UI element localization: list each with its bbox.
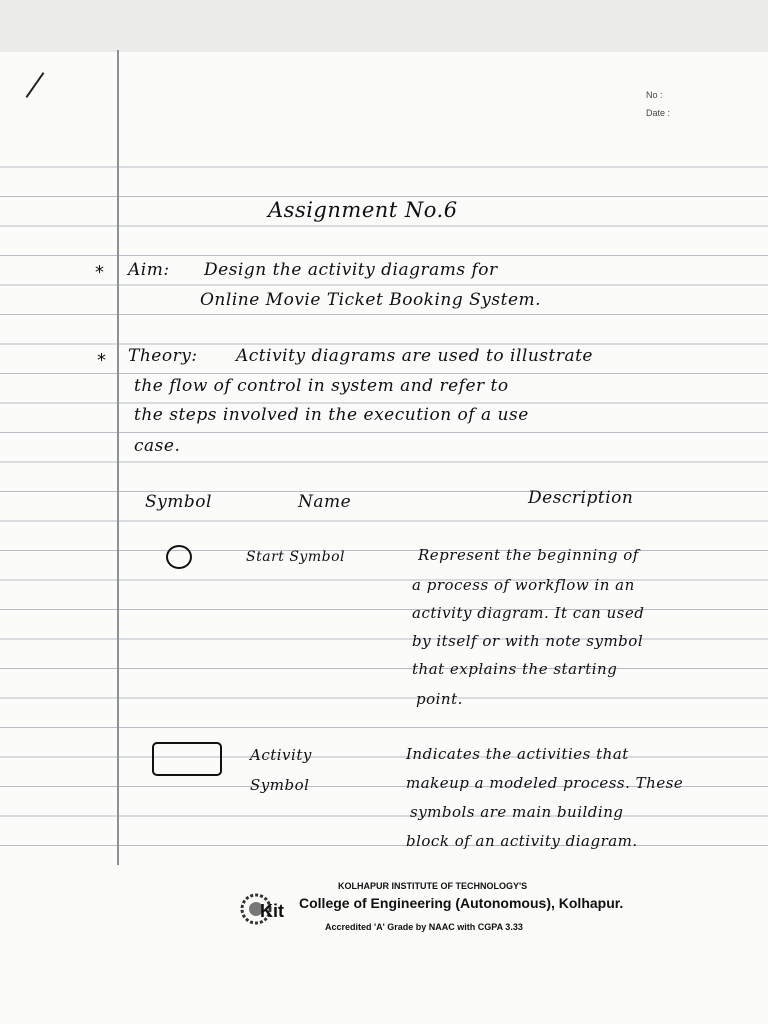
header-symbol: Symbol xyxy=(145,492,212,512)
svg-text:Kit: Kit xyxy=(260,901,284,921)
aim-bullet: * xyxy=(95,262,104,283)
aim-text-line-2: Online Movie Ticket Booking System. xyxy=(200,290,542,310)
institute-logo-icon xyxy=(238,886,294,932)
theory-text-line-3: the steps involved in the execution of a use xyxy=(134,405,529,425)
footer-accreditation: Accredited 'A' Grade by NAAC with CGPA 3.33 xyxy=(325,922,523,932)
activity-desc-line-2: makeup a modeled process. These xyxy=(406,774,684,792)
assignment-title: Assignment No.6 xyxy=(268,198,458,222)
theory-text-line-4: case. xyxy=(134,436,181,456)
aim-text-line-1: Design the activity diagrams for xyxy=(204,260,498,280)
activity-desc-line-4: block of an activity diagram. xyxy=(406,832,638,850)
footer-college-name: College of Engineering (Autonomous), Kolhapur. xyxy=(299,895,624,911)
header-description: Description xyxy=(528,488,634,508)
institution-footer xyxy=(0,868,768,1024)
header-name: Name xyxy=(298,492,352,512)
activity-symbol-name-line-1: Activity xyxy=(250,746,312,764)
activity-symbol-rectangle-icon xyxy=(152,742,222,776)
start-desc-line-2: a process of workflow in an xyxy=(412,576,635,594)
start-desc-line-1: Represent the beginning of xyxy=(418,546,639,564)
theory-text-line-2: the flow of control in system and refer to xyxy=(134,376,509,396)
start-desc-line-5: that explains the starting xyxy=(412,660,618,678)
theory-bullet: * xyxy=(97,350,106,371)
margin-line xyxy=(117,50,119,865)
pen-stroke-mark xyxy=(26,72,45,98)
theory-label: Theory: xyxy=(128,346,198,366)
page-top-band xyxy=(0,0,768,52)
theory-text-line-1: Activity diagrams are used to illustrate xyxy=(236,346,593,366)
date-label: Date : xyxy=(646,108,671,118)
activity-desc-line-3: symbols are main building xyxy=(410,803,624,821)
start-symbol-circle-icon xyxy=(166,545,192,569)
start-desc-line-4: by itself or with note symbol xyxy=(412,632,644,650)
no-label: No : xyxy=(646,90,663,100)
activity-desc-line-1: Indicates the activities that xyxy=(406,745,629,763)
footer-institute-line: KOLHAPUR INSTITUTE OF TECHNOLOGY'S xyxy=(338,881,528,891)
aim-label: Aim: xyxy=(128,260,170,280)
start-symbol-name: Start Symbol xyxy=(246,549,345,565)
activity-symbol-name-line-2: Symbol xyxy=(250,776,310,794)
start-desc-line-6: point. xyxy=(416,690,463,708)
start-desc-line-3: activity diagram. It can used xyxy=(412,604,645,622)
